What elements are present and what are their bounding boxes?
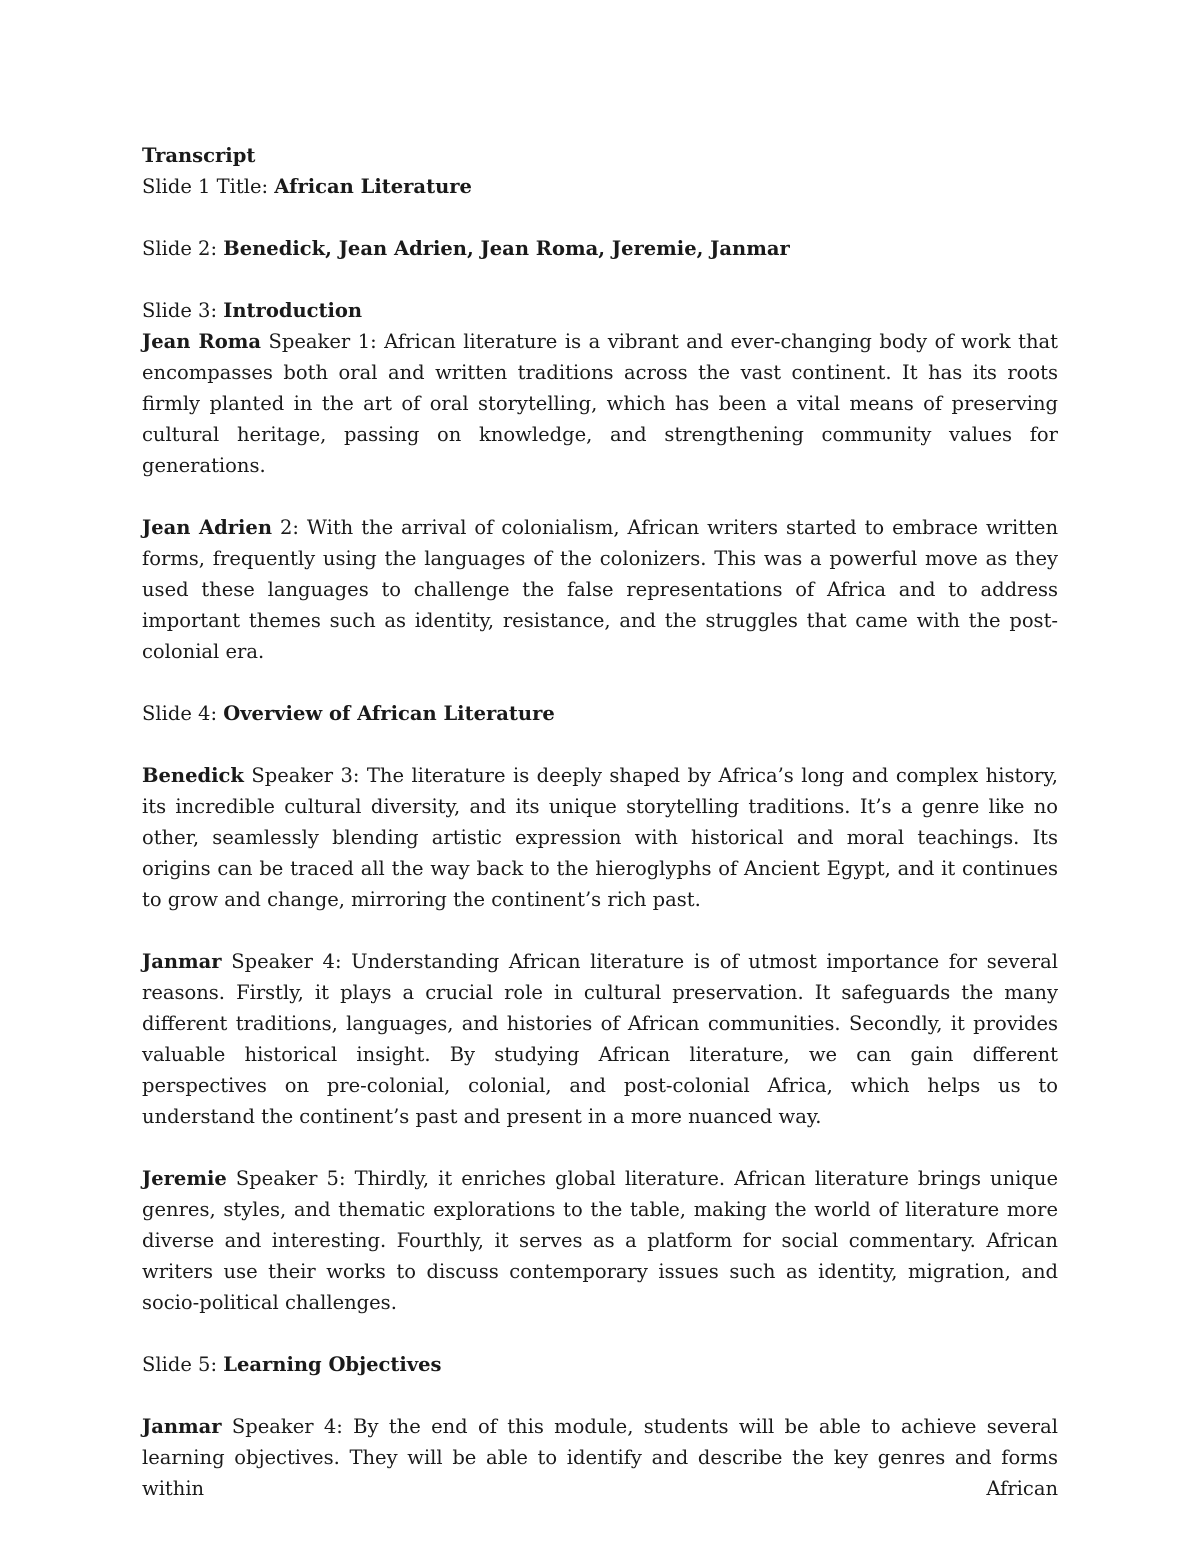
slide-5-prefix: Slide 5: — [142, 1353, 224, 1376]
speaker-paragraph — [142, 1163, 1058, 1318]
speaker-text: 2: With the arrival of colonialism, African writers started to embrace written forms, frequently using the languages of the colonizers. This was a powerful move as they used these languages to challenge the false representations of Africa and to address important themes such as identity, resistance, and the struggles that came with the post-colonial era. — [142, 516, 1059, 663]
spacer — [142, 264, 1058, 295]
speaker-text: Speaker 1: African literature is a vibrant and ever-changing body of work that encompasses both oral and written traditions across the vast continent. It has its roots firmly planted in the art of oral storytelling, which has been a vital means of preserving cultural heritage, passing on knowledge, and strengthening community values for generations. — [142, 330, 1058, 477]
slide-5-line — [142, 1349, 1058, 1380]
speaker-paragraph — [142, 760, 1058, 915]
slide-3-prefix: Slide 3: — [142, 299, 224, 322]
speaker-paragraph — [142, 1411, 1058, 1504]
slide-2-prefix: Slide 2: — [142, 237, 224, 260]
speaker-name: Jean Adrien — [142, 516, 273, 539]
slide-5-title: Learning Objectives — [223, 1353, 442, 1376]
slide-3-line — [142, 295, 1058, 326]
spacer — [142, 667, 1058, 698]
spacer — [142, 1132, 1058, 1163]
speaker-text: Speaker 3: The literature is deeply shaped by Africa’s long and complex history, its incredible cultural diversity, and its unique storytelling traditions. It’s a genre like no other, seamlessly blending artistic expression with historical and moral teachings. Its origins can be traced all the way back to the hieroglyphs of Ancient Egypt, and it continues to grow and change, mirroring the continent’s rich past. — [142, 764, 1058, 911]
slide-1-prefix: Slide 1 Title: — [142, 175, 275, 198]
speaker-name: Jean Roma — [142, 330, 262, 353]
spacer — [142, 729, 1058, 760]
speaker-name: Jeremie — [142, 1167, 227, 1190]
slide-4-title: Overview of African Literature — [223, 702, 555, 725]
slide-4-line — [142, 698, 1058, 729]
speaker-name: Janmar — [142, 950, 222, 973]
speaker-name: Benedick — [142, 764, 244, 787]
spacer — [142, 1318, 1058, 1349]
document-page — [142, 140, 1058, 1504]
spacer — [142, 481, 1058, 512]
document-heading: Transcript — [142, 144, 256, 167]
slide-2-line — [142, 233, 1058, 264]
slide-1-line — [142, 171, 1058, 202]
speaker-paragraph — [142, 326, 1058, 481]
speaker-text: Speaker 5: Thirdly, it enriches global literature. African literature brings unique genres, styles, and thematic explorations to the table, making the world of literature more diverse and interesting. Fourthly, it serves as a platform for social commentary. African writers use their works to discuss contemporary issues such as identity, migration, and socio-political challenges. — [142, 1167, 1058, 1314]
spacer — [142, 202, 1058, 233]
spacer — [142, 1380, 1058, 1411]
slide-2-title: Benedick, Jean Adrien, Jean Roma, Jeremie, Janmar — [223, 237, 790, 260]
speaker-name: Janmar — [142, 1415, 222, 1438]
speaker-paragraph — [142, 946, 1058, 1132]
slide-1-title: African Literature — [274, 175, 472, 198]
speaker-text: Speaker 4: Understanding African literature is of utmost importance for several reasons. Firstly, it plays a crucial role in cultural preservation. It safeguards the many different traditions, languages, and histories of African communities. Secondly, it provides valuable historical insight. By studying African literature, we can gain different perspectives on pre-colonial, colonial, and post-colonial Africa, which helps us to understand the continent’s past and present in a more nuanced way. — [142, 950, 1058, 1128]
speaker-text: Speaker 4: By the end of this module, students will be able to achieve several learning objectives. They will be able to identify and describe the key genres and forms within African — [142, 1415, 1058, 1500]
slide-3-title: Introduction — [223, 299, 363, 322]
slide-4-prefix: Slide 4: — [142, 702, 224, 725]
speaker-paragraph — [142, 512, 1058, 667]
spacer — [142, 915, 1058, 946]
